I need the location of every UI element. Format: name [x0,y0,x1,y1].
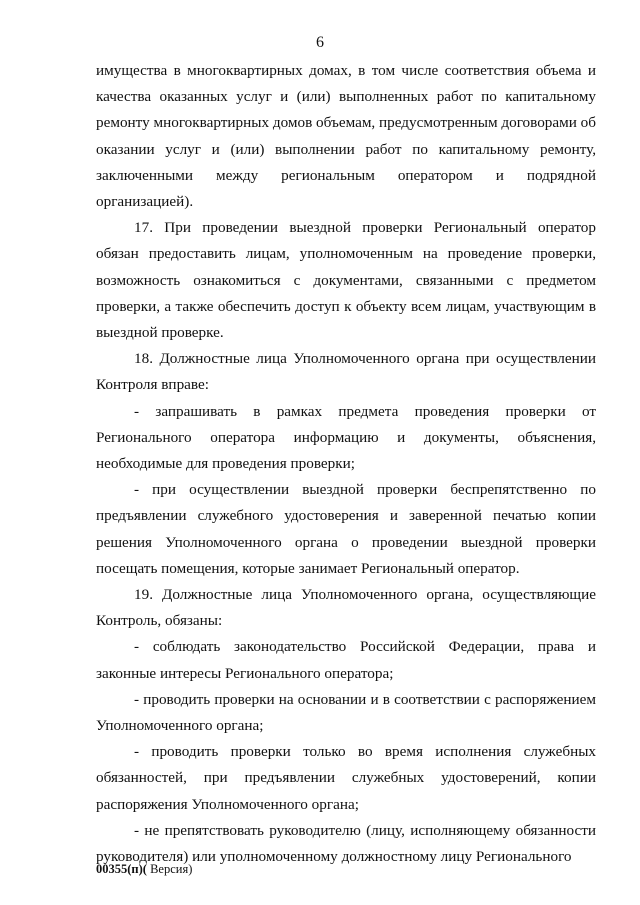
paragraph-19: 19. Должностные лица Уполномоченного органа, осуществляющие Контроль, обязаны: [96,586,596,630]
page-number: 6 [316,34,324,51]
list-item-observe-law: - соблюдать законодательство Российской Федерации, права и законные интересы Регионального оператора; [96,638,596,682]
paragraph-18: 18. Должностные лица Уполномоченного органа при осуществлении Контроля вправе: [96,350,596,394]
list-item-during-duty: - проводить проверки только во время исполнения служебных обязанностей, при предъявлении служебных удостоверений, копии распоряжения Уполномоченного органа; [96,743,596,813]
list-item-not-obstruct: - не препятствовать руководителю (лицу, исполняющему обязанности руководителя) или уполномоченному должностному лицу Регионального [96,821,596,866]
list-item-visit-premises: - при осуществлении выездной проверки беспрепятственно по предъявлении служебного удостоверения и заверенной печатью копии решения Уполномоченного органа о проведении выездной проверки посещать помещения, которые занимает Региональный оператор. [96,481,596,577]
paragraph-17: 17. При проведении выездной проверки Региональный оператор обязан предоставить лицам, уполномоченным на проведение проверки, возможность ознакомиться с документами, связанными с предметом проверки, а также обеспечить доступ к объекту всем лицам, участвующим в выездной проверке. [96,219,596,342]
document-body [96,58,596,870]
footer-version: Версия) [146,862,193,876]
footer-code: 00355(п)( [96,862,147,876]
list-item-request-info: - запрашивать в рамках предмета проведения проверки от Регионального оператора информацию и документы, объяснения, необходимые для проведения проверки; [96,402,596,473]
paragraph-continuation: имущества в многоквартирных домах, в том числе соответствия объема и качества оказанных услуг и (или) выполненных работ по капитальному ремонту многоквартирных домов объемам, предусмотренным договорами об оказании услуг и (или) выполнении работ по капитальному ремонту, заключенными между региональным оператором и подрядной организацией). [96,62,596,211]
document-footer [96,862,192,877]
list-item-conduct-by-order: - проводить проверки на основании и в соответствии с распоряжением Уполномоченного органа; [96,690,596,735]
